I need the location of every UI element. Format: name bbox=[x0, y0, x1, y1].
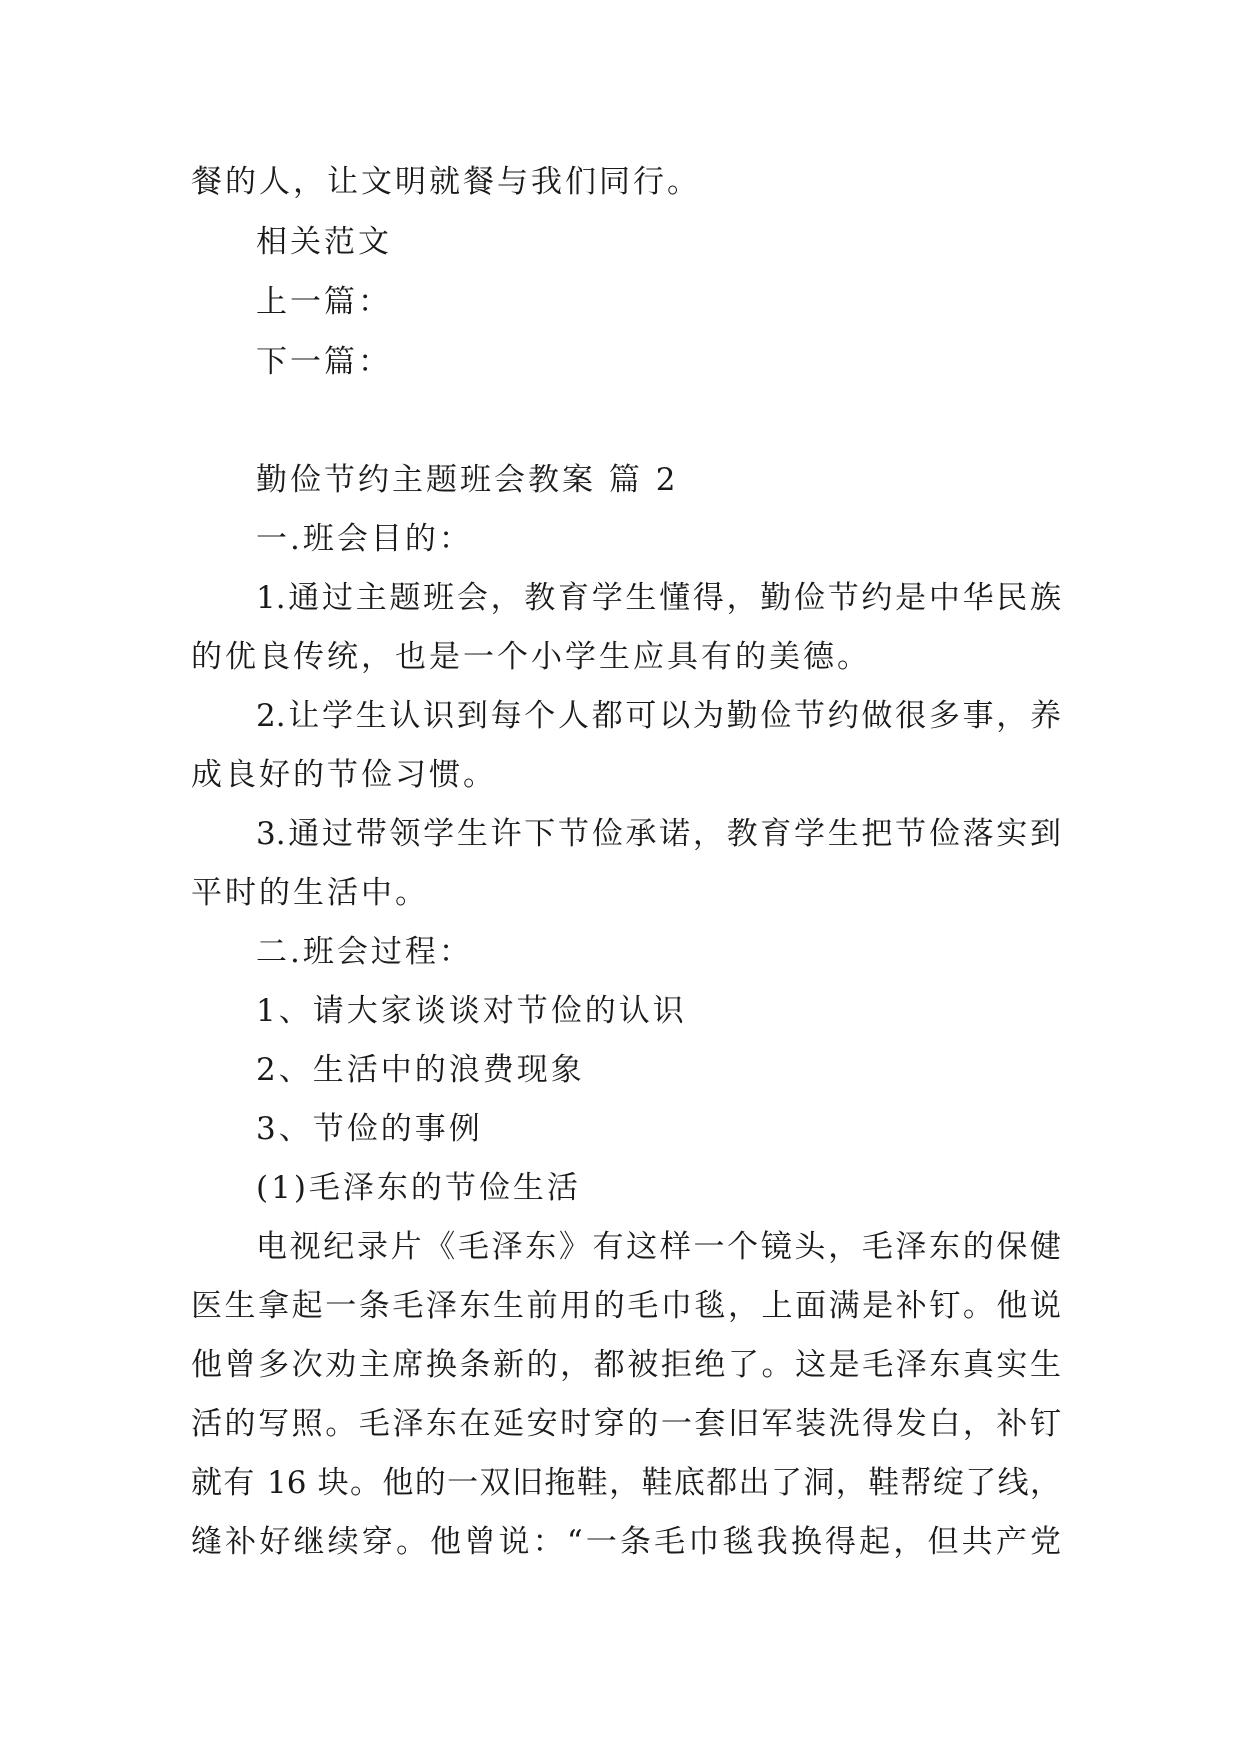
paragraph-line: 餐的人，让文明就餐与我们同行。 bbox=[191, 164, 701, 200]
paragraph-line: 他曾多次劝主席换条新的，都被拒绝了。这是毛泽东真实生 bbox=[191, 1347, 1061, 1383]
paragraph-line: 平时的生活中。 bbox=[191, 875, 429, 911]
paragraph-line: 活的写照。毛泽东在延安时穿的一套旧军装洗得发白，补钉 bbox=[191, 1406, 1061, 1442]
list-item: 2、生活中的浪费现象 bbox=[256, 1052, 585, 1088]
paragraph-line: 2.让学生认识到每个人都可以为勤俭节约做很多事，养 bbox=[256, 698, 1061, 734]
paragraph-line: 电视纪录片《毛泽东》有这样一个镜头，毛泽东的保健 bbox=[256, 1229, 1061, 1265]
next-article-link[interactable]: 下一篇： bbox=[256, 344, 392, 380]
paragraph-line: 就有 16 块。他的一双旧拖鞋，鞋底都出了洞，鞋帮绽了线， bbox=[191, 1465, 1061, 1501]
paragraph-line: 成良好的节俭习惯。 bbox=[191, 757, 497, 793]
section-heading: 二.班会过程： bbox=[256, 934, 473, 970]
paragraph-line: 的优良传统，也是一个小学生应具有的美德。 bbox=[191, 639, 871, 675]
section-heading: 一.班会目的： bbox=[256, 521, 473, 557]
section-title: 勤俭节约主题班会教案 篇 2 bbox=[256, 462, 679, 498]
list-item: 3、节俭的事例 bbox=[256, 1111, 483, 1147]
list-item: 1、请大家谈谈对节俭的认识 bbox=[256, 993, 687, 1029]
paragraph-line: 1.通过主题班会，教育学生懂得，勤俭节约是中华民族 bbox=[256, 580, 1061, 616]
related-articles-heading: 相关范文 bbox=[256, 224, 392, 260]
paragraph-line: 缝补好继续穿。他曾说：“一条毛巾毯我换得起，但共产党 bbox=[191, 1524, 1061, 1560]
subsection-heading: (1)毛泽东的节俭生活 bbox=[256, 1170, 581, 1206]
paragraph-line: 3.通过带领学生许下节俭承诺，教育学生把节俭落实到 bbox=[256, 816, 1061, 852]
paragraph-line: 医生拿起一条毛泽东生前用的毛巾毯，上面满是补钉。他说 bbox=[191, 1288, 1061, 1324]
previous-article-link[interactable]: 上一篇： bbox=[256, 284, 392, 320]
